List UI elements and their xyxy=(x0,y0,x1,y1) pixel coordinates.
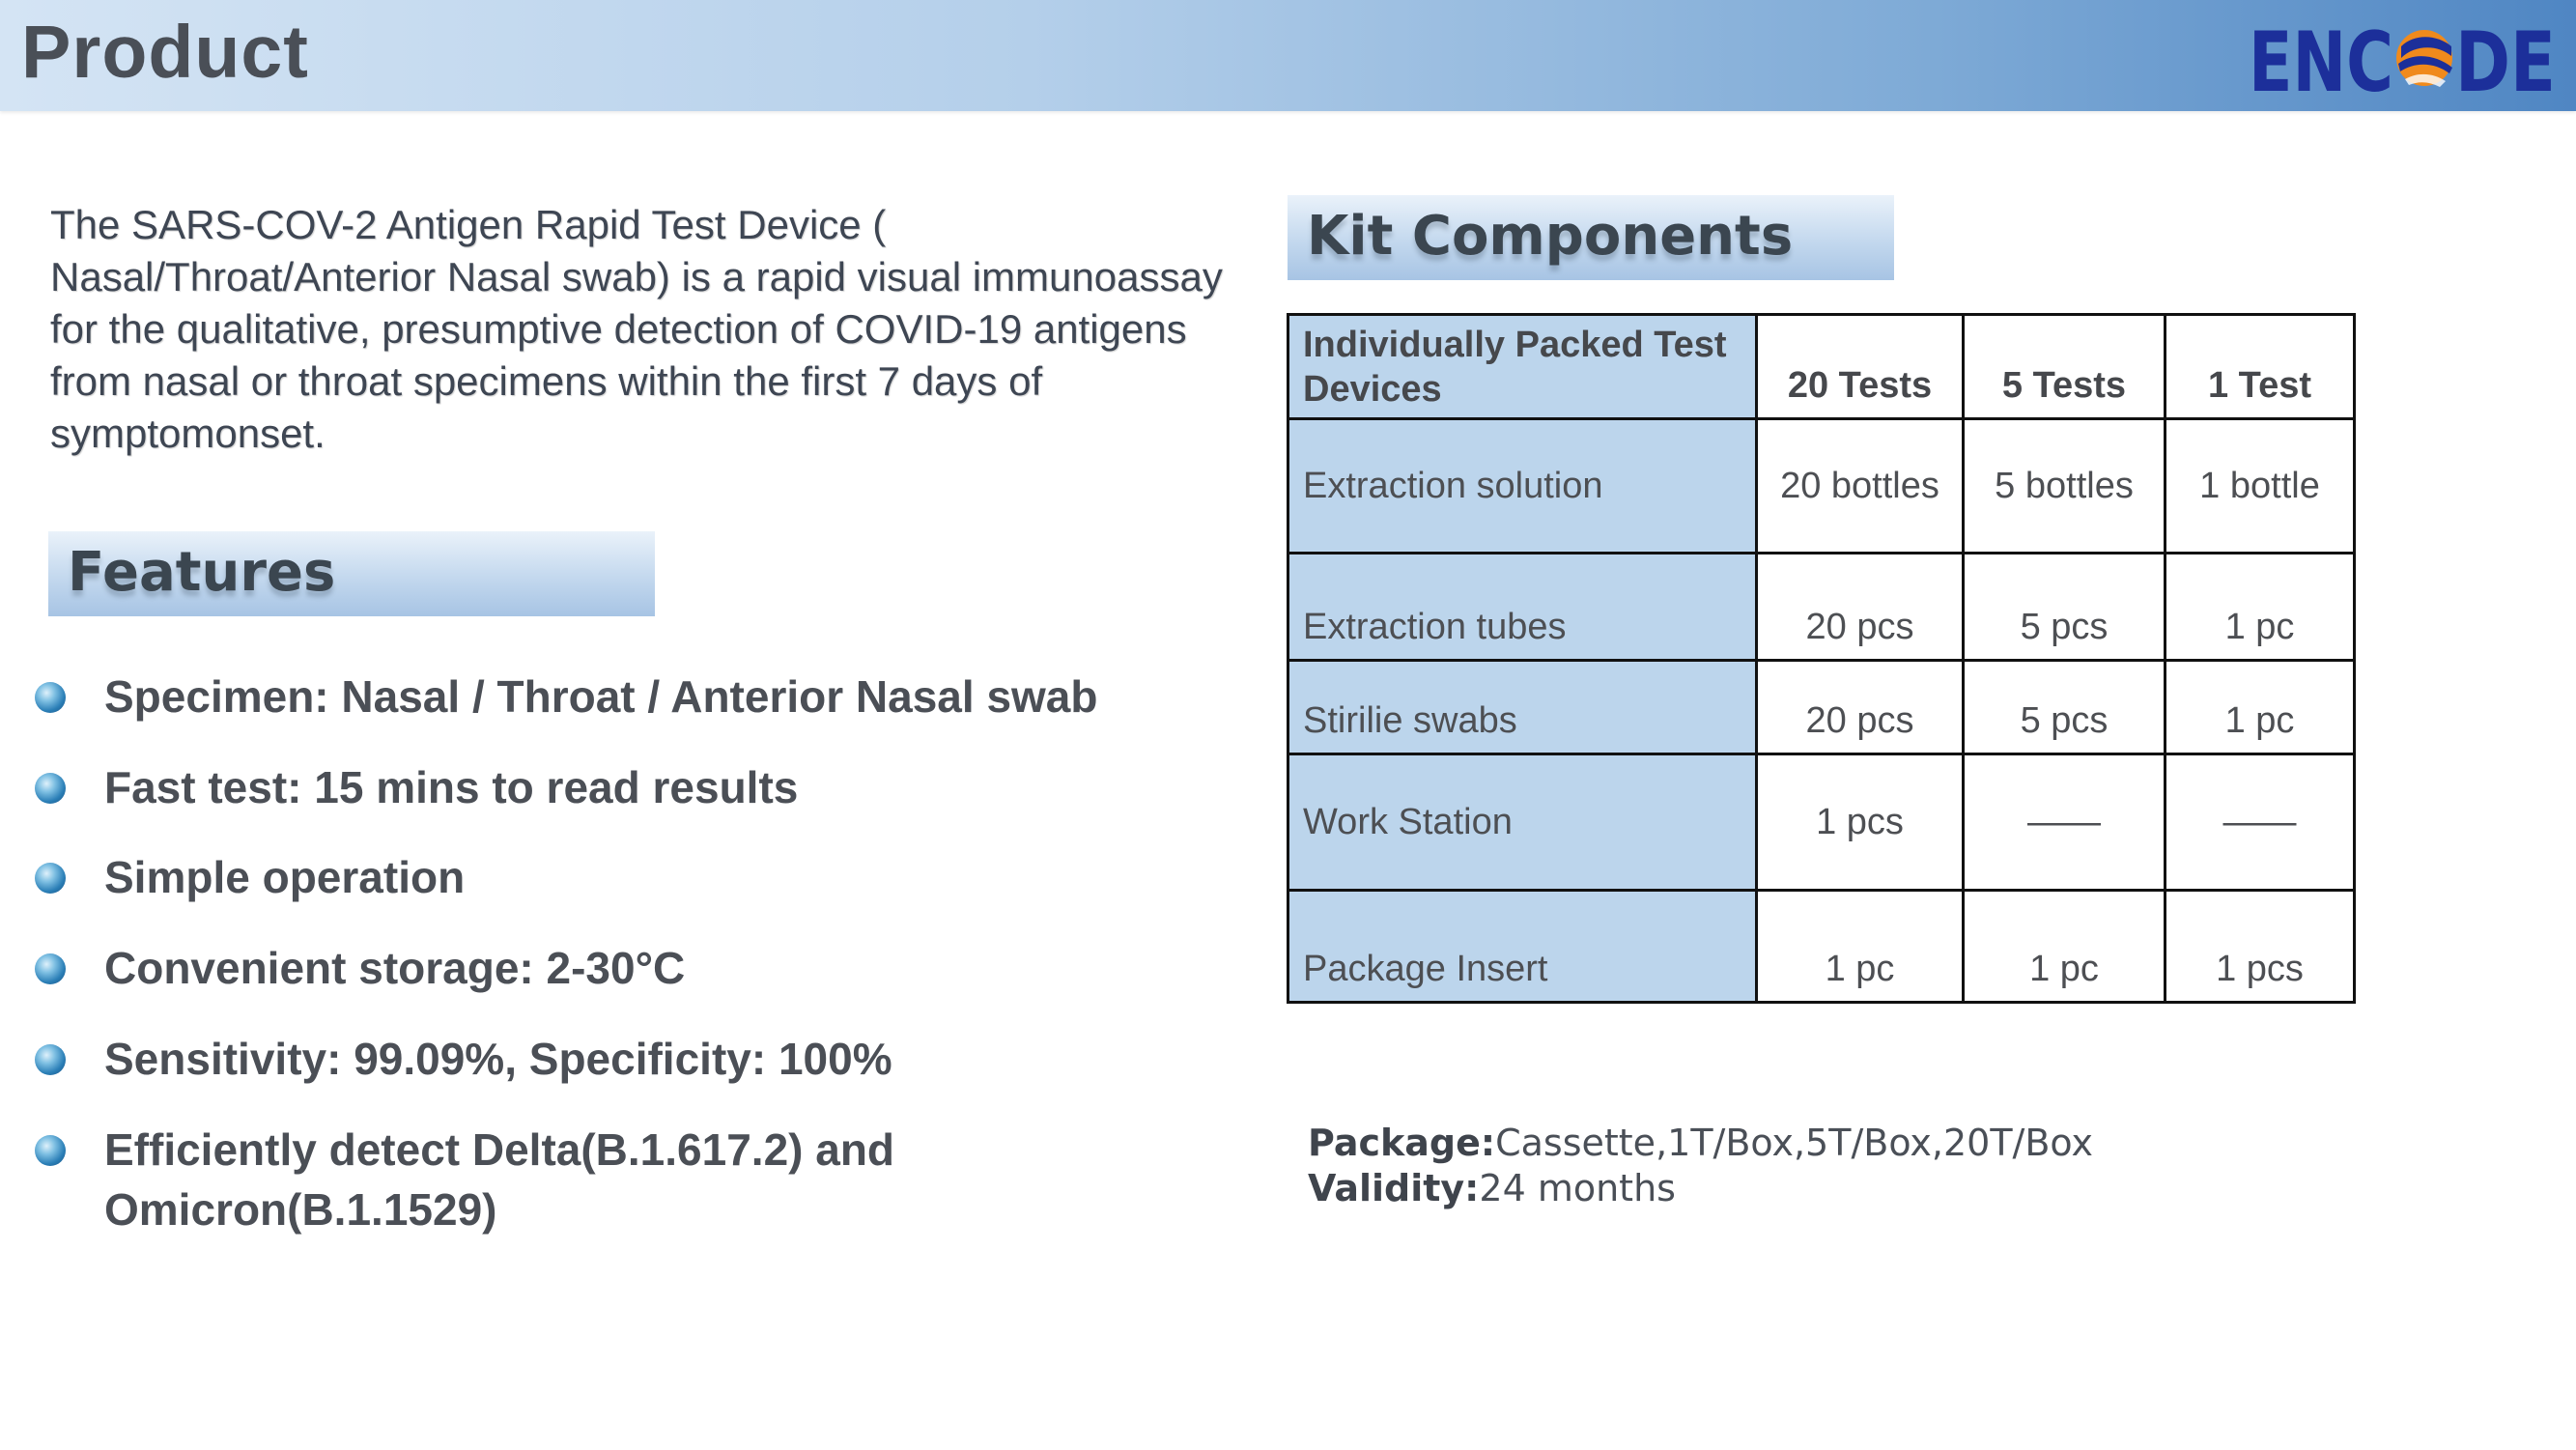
validity-value: 24 months xyxy=(1479,1167,1676,1209)
globe-icon xyxy=(2396,30,2452,87)
table-header-cell: 5 Tests xyxy=(1964,315,2166,419)
feature-text: Specimen: Nasal / Throat / Anterior Nasal swab xyxy=(104,671,1098,722)
table-cell: 20 bottles xyxy=(1757,419,1964,554)
table-cell: 1 pc xyxy=(2166,554,2355,661)
page-title: Product xyxy=(21,11,309,94)
feature-text: Simple operation xyxy=(104,852,466,902)
features-heading: Features xyxy=(68,541,336,604)
bullet-icon xyxy=(35,1044,66,1075)
table-row xyxy=(1288,754,2355,891)
list-item xyxy=(104,667,1215,726)
bullet-icon xyxy=(35,953,66,984)
table-cell: Extraction solution xyxy=(1288,419,1757,554)
intro-paragraph: The SARS-COV-2 Antigen Rapid Test Device ( Nasal/Throat/Anterior Nasal swab) is a rapid visual immunoassay for the qualitative, presumptive detection of COVID-19 antigens from nasal or throat specimens within the first 7 days of symptomonset. xyxy=(50,202,1223,456)
svg-text:DE: DE xyxy=(2455,14,2556,111)
table-row xyxy=(1288,891,2355,1003)
encode-logo xyxy=(2249,14,2556,111)
table-cell: 5 bottles xyxy=(1964,419,2166,554)
validity-info xyxy=(1308,1166,1676,1211)
table-cell: —— xyxy=(2166,754,2355,891)
list-item xyxy=(104,757,1215,817)
bullet-icon xyxy=(35,863,66,894)
header-bar xyxy=(0,0,2576,111)
table-cell: 1 bottle xyxy=(2166,419,2355,554)
package-info xyxy=(1308,1121,2093,1166)
table-cell: —— xyxy=(1964,754,2166,891)
table-row xyxy=(1288,419,2355,554)
table-cell: 1 pc xyxy=(1964,891,2166,1003)
table-header-cell: Individually Packed Test Devices xyxy=(1288,315,1757,419)
table-header-cell: 1 Test xyxy=(2166,315,2355,419)
table-cell: Extraction tubes xyxy=(1288,554,1757,661)
features-banner xyxy=(48,531,655,616)
table-row xyxy=(1288,661,2355,754)
table-cell: 1 pcs xyxy=(2166,891,2355,1003)
table-cell: Package Insert xyxy=(1288,891,1757,1003)
table-header-cell: 20 Tests xyxy=(1757,315,1964,419)
table-cell: 5 pcs xyxy=(1964,661,2166,754)
svg-text:ENC: ENC xyxy=(2249,14,2393,111)
list-item xyxy=(104,1120,1070,1239)
table-cell: 1 pc xyxy=(2166,661,2355,754)
list-item xyxy=(104,938,1215,998)
table-cell: 20 pcs xyxy=(1757,554,1964,661)
feature-text: Sensitivity: 99.09%, Specificity: 100% xyxy=(104,1034,892,1084)
table-cell: Work Station xyxy=(1288,754,1757,891)
kit-components-banner xyxy=(1288,195,1894,280)
table-cell: 5 pcs xyxy=(1964,554,2166,661)
table-cell: Stirilie swabs xyxy=(1288,661,1757,754)
table-cell: 20 pcs xyxy=(1757,661,1964,754)
feature-text: Convenient storage: 2-30°C xyxy=(104,943,686,993)
feature-text: Fast test: 15 mins to read results xyxy=(104,762,799,812)
package-value: Cassette,1T/Box,5T/Box,20T/Box xyxy=(1495,1122,2093,1164)
table-cell: 1 pc xyxy=(1757,891,1964,1003)
validity-label: Validity: xyxy=(1308,1167,1480,1209)
table-cell: 1 pcs xyxy=(1757,754,1964,891)
package-label: Package: xyxy=(1308,1122,1496,1164)
table-row xyxy=(1288,554,2355,661)
list-item xyxy=(104,847,1215,907)
list-item xyxy=(104,1029,1215,1089)
feature-text: Efficiently detect Delta(B.1.617.2) and Omicron(B.1.1529) xyxy=(104,1124,895,1235)
table-header-row xyxy=(1288,315,2355,419)
bullet-icon xyxy=(35,682,66,713)
bullet-icon xyxy=(35,1135,66,1166)
kit-components-table xyxy=(1287,313,2356,1004)
kit-components-heading: Kit Components xyxy=(1307,205,1794,268)
bullet-icon xyxy=(35,773,66,804)
